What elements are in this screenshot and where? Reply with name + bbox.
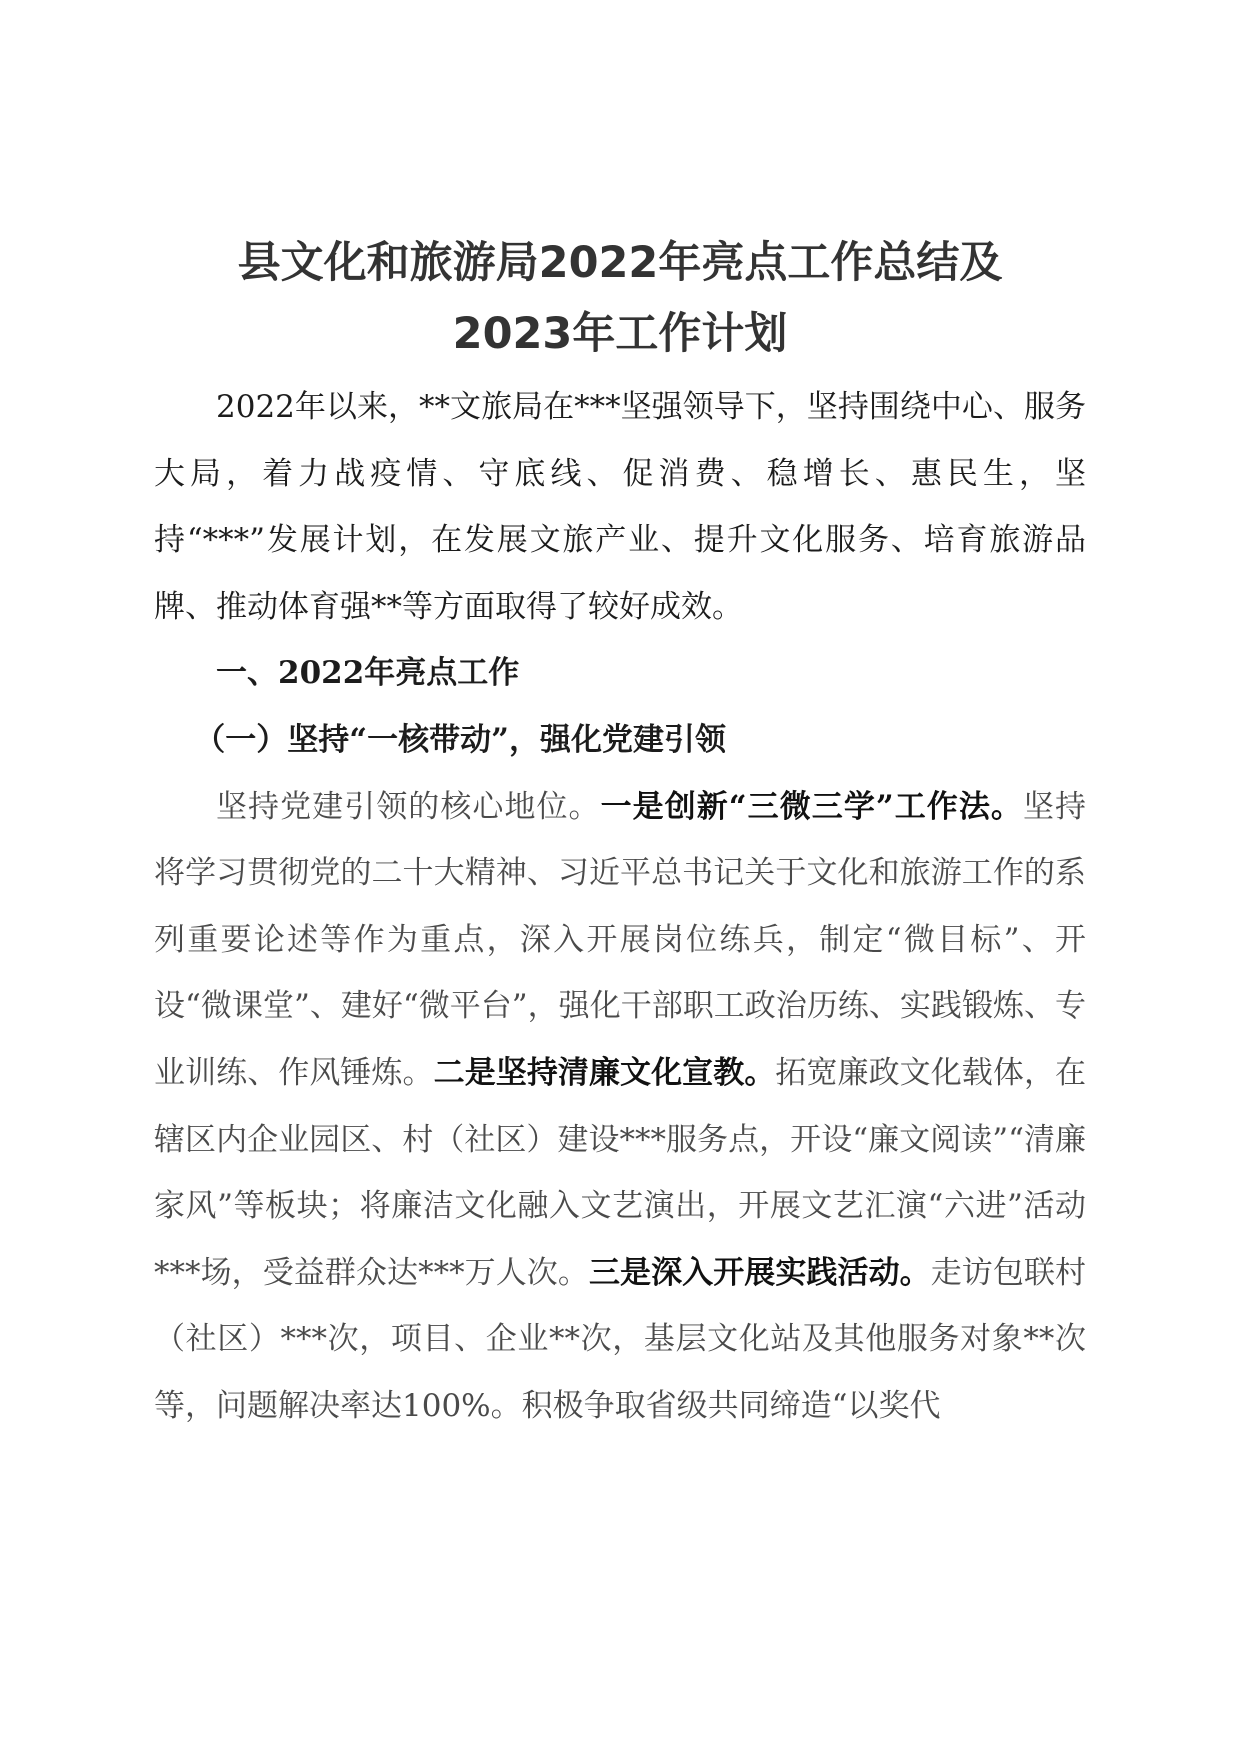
body-paragraph <box>154 774 1086 1440</box>
point-1-title: 一是创新“三微三学”工作法。 <box>600 788 1023 825</box>
point-3-title: 三是深入开展实践活动。 <box>588 1254 931 1291</box>
point-2-title: 二是坚持清廉文化宣教。 <box>433 1054 776 1091</box>
title-line-1: 县文化和旅游局2022年亮点工作总结及 <box>237 238 1003 288</box>
document-body <box>154 374 1086 1440</box>
document-title <box>150 228 1090 370</box>
paragraph-lead: 坚持党建引领的核心地位。 <box>216 788 601 825</box>
point-1-text: 坚持将学习贯彻党的二十大精神、习近平总书记关于文化和旅游工作的系列重要论述等作为重点，深入开展岗位练兵，制定“微目标”、开设“微课堂”、建好“微平台”，强化干部职工政治历练、实践锻炼、专业训练、作风锤炼。 <box>154 788 1087 1091</box>
point-2-text: 拓宽廉政文化载体，在辖区内企业园区、村（社区）建设***服务点，开设“廉文阅读”“清廉家风”等板块；将廉洁文化融入文艺演出，开展文艺汇演“六进”活动***场，受益群众达***万人次。 <box>154 1054 1087 1291</box>
intro-paragraph: 2022年以来，**文旅局在***坚强领导下，坚持围绕中心、服务大局，着力战疫情、守底线、促消费、稳增长、惠民生，坚持“***”发展计划，在发展文旅产业、提升文化服务、培育旅游品牌、推动体育强**等方面取得了较好成效。 <box>154 389 1086 625</box>
subsection-heading: （一）坚持“一核带动”，强化党建引领 <box>194 721 726 758</box>
title-line-2: 2023年工作计划 <box>452 309 788 359</box>
section-heading: 一、2022年亮点工作 <box>216 655 520 692</box>
point-3-text: 走访包联村（社区）***次，项目、企业**次，基层文化站及其他服务对象**次等，问题解决率达100%。积极争取省级共同缔造“以奖代 <box>154 1254 1087 1424</box>
